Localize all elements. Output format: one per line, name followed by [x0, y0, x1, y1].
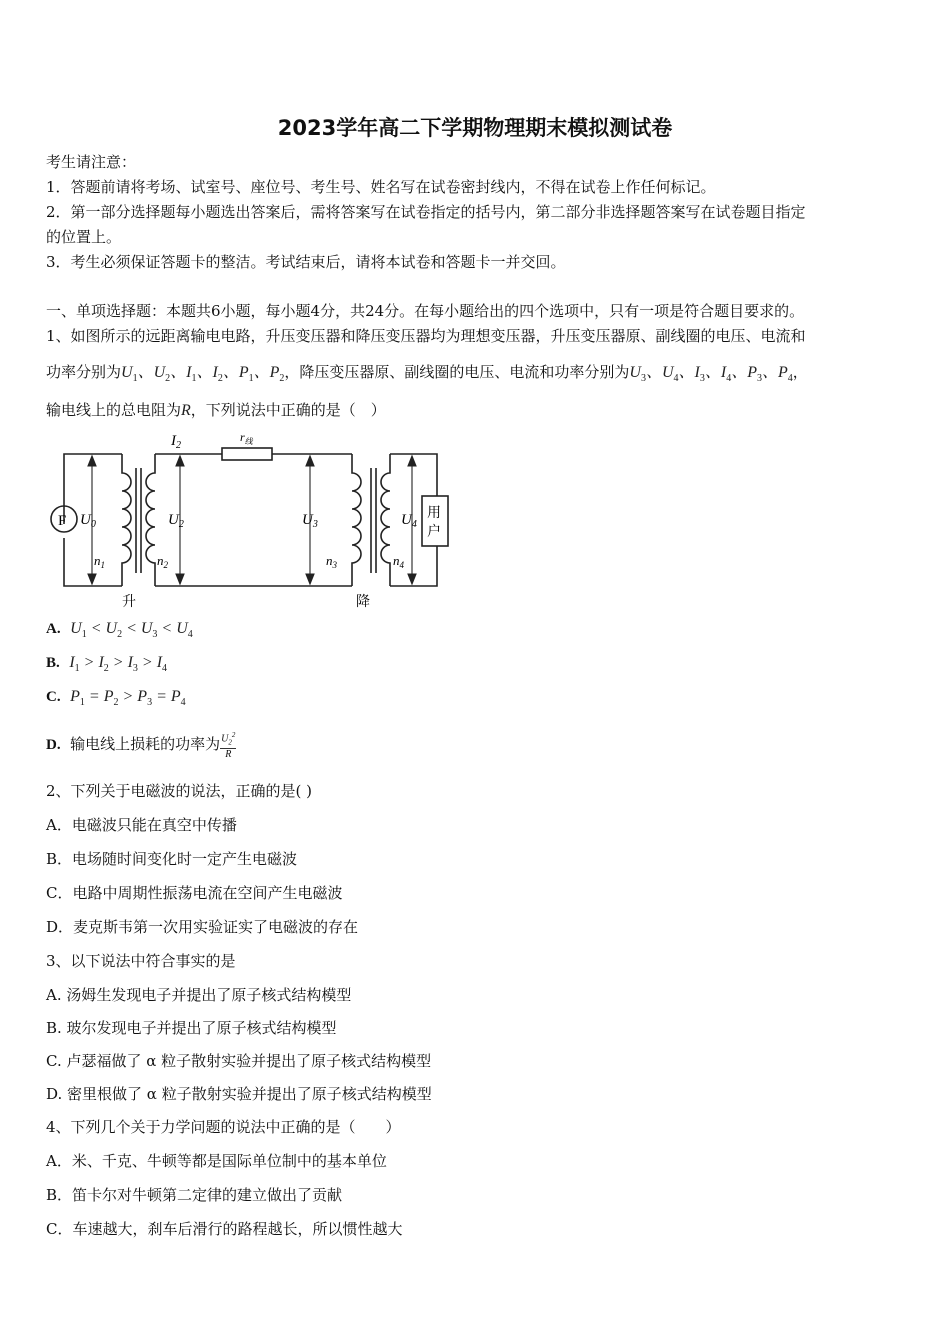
voltage-label-U4: $U_4$: [401, 512, 417, 530]
transmission-circuit-figure: [40, 428, 460, 610]
step-up-label: 升: [122, 595, 136, 610]
step-down-label: 降: [356, 595, 370, 610]
question-2-option-d: D．麦克斯韦第一次用实验证实了电磁波的存在: [46, 918, 359, 936]
question-4-stem: 4、下列几个关于力学问题的说法中正确的是（ ）: [46, 1118, 401, 1136]
current-label-I2: $I_2$: [171, 433, 181, 451]
voltage-label-U2: $U_2$: [168, 512, 184, 530]
user-label-1: 用: [427, 506, 441, 521]
question-3-option-d: D. 密里根做了 α 粒子散射实验并提出了原子核式结构模型: [46, 1085, 432, 1103]
notice-item-2: 2．第一部分选择题每小题选出答案后，需将答案写在试卷指定的括号内，第二部分非选择题答案写在试卷题目指定: [46, 203, 806, 221]
question-1-option-d: D. 输电线上损耗的功率为 $\frac{U_2^2}{R}$: [46, 731, 236, 761]
question-3-stem: 3、以下说法中符合事实的是: [46, 952, 236, 970]
question-2-stem: 2、下列关于电磁波的说法，正确的是( ): [46, 782, 313, 800]
question-2-option-a: A．电磁波只能在真空中传播: [46, 816, 237, 834]
question-3-option-b: B. 玻尔发现电子并提出了原子核式结构模型: [46, 1019, 337, 1037]
voltage-label-U0: $U_0$: [80, 512, 96, 530]
question-4-option-a: A．米、千克、牛顿等都是国际单位制中的基本单位: [46, 1152, 387, 1170]
coil-label-n3: $n_3$: [326, 553, 337, 570]
coil-label-n4: $n_4$: [393, 553, 404, 570]
notice-heading: 考生请注意：: [46, 153, 137, 171]
coil-label-n2: $n_2$: [157, 553, 168, 570]
page-title: 2023学年高二下学期物理期末模拟测试卷: [277, 116, 673, 140]
question-2-option-b: B．电场随时间变化时一定产生电磁波: [46, 850, 298, 868]
voltage-label-U3: $U_3$: [302, 512, 318, 530]
notice-item-3: 3．考生必须保证答题卡的整洁。考试结束后，请将本试卷和答题卡一并交回。: [46, 253, 566, 271]
line-resistor: [222, 448, 272, 460]
question-4-option-b: B．笛卡尔对牛顿第二定律的建立做出了贡献: [46, 1186, 343, 1204]
question-3-option-c: C. 卢瑟福做了 α 粒子散射实验并提出了原子核式结构模型: [46, 1052, 432, 1070]
question-2-option-c: C．电路中周期性振荡电流在空间产生电磁波: [46, 884, 343, 902]
question-1-line-1: 1、如图所示的远距离输电电路，升压变压器和降压变压器均为理想变压器，升压变压器原、副线圈的电压、电流和: [46, 327, 806, 345]
question-1-line-3: 输电线上的总电阻为R，下列说法中正确的是（ ）: [46, 401, 386, 419]
notice-item-2-cont: 的位置上。: [46, 228, 122, 246]
question-1-option-b: B. $I_1 > I_2 > I_3 > I_4$: [46, 654, 168, 675]
generator-label: F: [58, 513, 67, 529]
question-1-line-2: 功率分别为$U_1$、$U_2$、$I_1$、$I_2$、$P_1$、$P_2$，降压变压器原、副线圈的电压、电流和功率分别为$U_3$、$U_4$、$I_3$、$I_4$、$P_3$、$P_4$，: [46, 363, 808, 385]
section-heading: 一、单项选择题：本题共6小题，每小题4分，共24分。在每小题给出的四个选项中，只有一项是符合题目要求的。: [46, 302, 805, 320]
notice-item-1: 1．答题前请将考场、试室号、座位号、考生号、姓名写在试卷密封线内，不得在试卷上作任何标记。: [46, 178, 716, 196]
coil-label-n1: $n_1$: [94, 553, 105, 570]
question-4-option-c: C．车速越大，刹车后滑行的路程越长，所以惯性越大: [46, 1220, 403, 1238]
question-1-option-a: A. $U_1 < U_2 < U_3 < U_4$: [46, 620, 193, 641]
question-1-option-c: C. $P_1 = P_2 > P_3 = P_4$: [46, 688, 186, 709]
question-3-option-a: A. 汤姆生发现电子并提出了原子核式结构模型: [46, 986, 352, 1004]
resistor-label: $r_线$: [240, 430, 253, 446]
user-label-2: 户: [427, 525, 441, 540]
